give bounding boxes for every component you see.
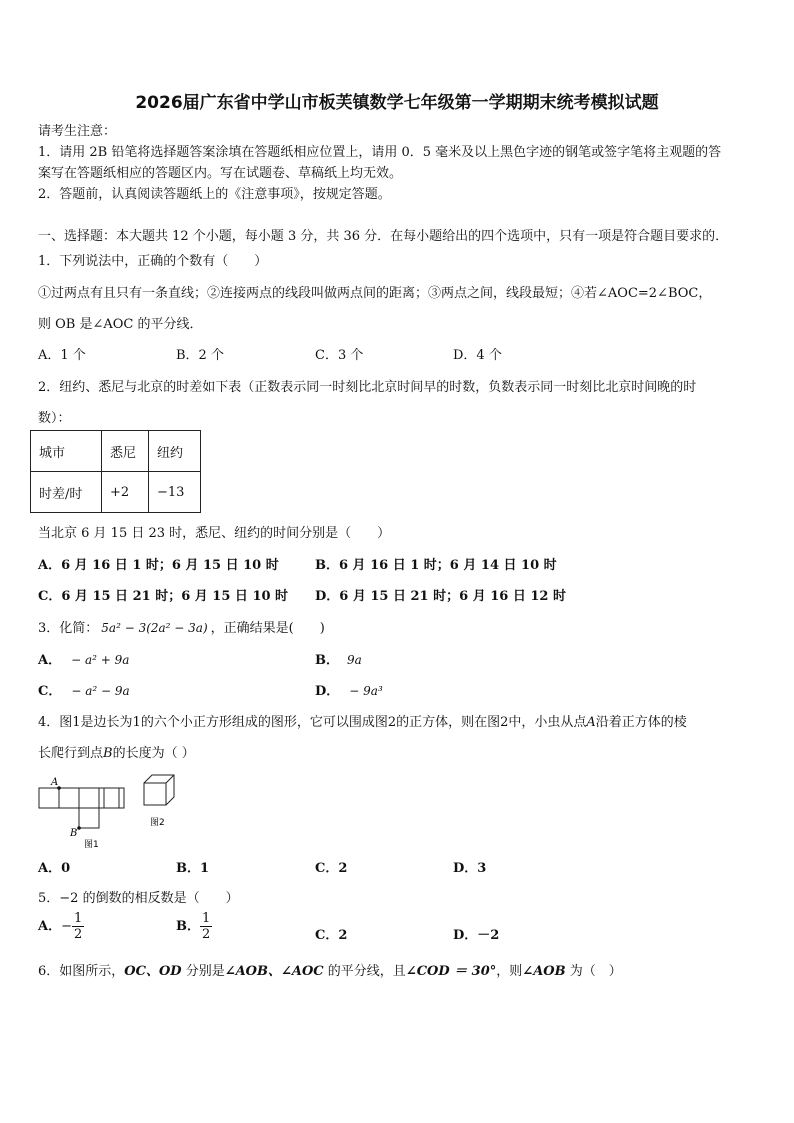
q5-option-a-label: A．	[38, 919, 62, 934]
figure-label-b: B	[70, 828, 78, 839]
q3-stem	[38, 617, 325, 636]
q5-option-b	[176, 911, 212, 942]
q6-stem-part: 分别是	[181, 964, 225, 979]
q4-stem-line-2	[38, 742, 195, 761]
q5-option-a	[38, 911, 84, 942]
q4-option-a: A．0	[38, 861, 71, 876]
q3-option-a	[38, 649, 129, 668]
q4-stem-part: 沿着正方体的棱	[595, 715, 687, 730]
table-cell: 悉尼	[102, 431, 149, 472]
q5-option-c: C．2	[315, 928, 348, 943]
q1-option-b: B．2 个	[176, 348, 224, 363]
q5-stem: 5．−2 的倒数的相反数是（ ）	[38, 891, 239, 906]
q2-option-c: C．6 月 15 日 21 时；6 月 15 日 10 时	[38, 589, 289, 604]
net-square	[99, 788, 119, 808]
table-cell: −13	[149, 472, 201, 513]
cube-figure-2	[144, 775, 174, 805]
q4-option-c: C．2	[315, 861, 348, 876]
section-1-heading: 一、选择题：本大题共 12 个小题，每小题 3 分，共 36 分．在每小题给出的四个选项中，只有一项是符合题目要求的．	[38, 229, 729, 244]
table-row	[31, 472, 201, 513]
q6-stem	[38, 960, 622, 979]
q3-option-a-expr: − a² + 9a	[71, 653, 130, 667]
q6-stem-part: ，则	[496, 964, 523, 979]
q1-statements-line-2: 则 OB 是∠AOC 的平分线．	[38, 317, 203, 332]
time-difference-table	[30, 430, 201, 513]
q5-option-d: D．－2	[453, 928, 500, 943]
table-cell: 城市	[31, 431, 102, 472]
fraction-numerator: 1	[74, 911, 83, 926]
net-square	[104, 788, 124, 808]
q1-option-d: D．4 个	[453, 348, 502, 363]
q3-option-d-expr: − 9a³	[349, 684, 383, 698]
q6-stem-part: 为（ ）	[565, 964, 622, 979]
q5-option-b-fraction	[200, 911, 212, 942]
q2-option-a: A．6 月 16 日 1 时；6 月 15 日 10 时	[38, 558, 279, 573]
q3-stem-prefix: 3．化简：	[38, 621, 99, 636]
fraction-denominator: 2	[202, 927, 211, 942]
q6-angle-cod: ∠COD ＝ 30°	[405, 964, 497, 979]
q5-option-b-label: B．	[176, 919, 200, 934]
q2-option-b: B．6 月 16 日 1 时；6 月 14 日 10 时	[315, 558, 557, 573]
notice-item-1-line-1: 1．请用 2B 铅笔将选择题答案涂填在答题纸相应位置上，请用 0．5 毫米及以上黑色字迹的钢笔或签字笔将主观题的答	[38, 145, 722, 160]
table-cell: 纽约	[149, 431, 201, 472]
q6-angle-aob: ∠AOB	[522, 964, 566, 979]
net-square	[79, 788, 99, 808]
net-square	[79, 808, 99, 828]
q6-stem-part: 6．如图所示，	[38, 964, 125, 979]
q3-option-b-label: B．	[315, 653, 339, 668]
net-square	[39, 788, 59, 808]
q1-option-a: A．1 个	[38, 348, 86, 363]
point-b-marker	[77, 826, 81, 830]
table-cell: +2	[102, 472, 149, 513]
q6-rays: OC、OD	[124, 964, 182, 979]
q1-stem: 1．下列说法中，正确的个数有（ ）	[38, 254, 268, 269]
q6-stem-part: 的平分线，且	[323, 964, 406, 979]
cube-front-face	[144, 783, 166, 805]
table-cell: 时差/时	[31, 472, 102, 513]
table-row	[31, 431, 201, 472]
fraction-denominator: 2	[74, 927, 83, 942]
net-square	[59, 788, 79, 808]
q4-stem-part: 4．图1是边长为1的六个小正方形组成的图形，它可以围成图2的正方体，则在图2中，小虫从点	[38, 715, 587, 730]
q5-option-a-sign: −	[61, 919, 72, 934]
q3-expression: 5a² − 3(2a² − 3a)	[101, 621, 208, 635]
q3-option-d-label: D．	[315, 684, 340, 699]
q4-option-b: B．1	[176, 861, 210, 876]
figure-1-caption: 图1	[84, 840, 99, 850]
q2-option-d: D．6 月 15 日 21 时；6 月 16 日 12 时	[315, 589, 566, 604]
q3-option-b	[315, 649, 362, 668]
notice-heading: 请考生注意：	[38, 124, 117, 139]
q3-option-d	[315, 680, 383, 699]
figure-2-caption: 图2	[150, 818, 165, 828]
q4-option-d: D．3	[453, 861, 487, 876]
q2-stem-line-1: 2．纽约、悉尼与北京的时差如下表（正数表示同一时刻比北京时间早的时数，负数表示同一时刻比北京时间晚的时	[38, 380, 697, 395]
q5-option-a-fraction	[72, 911, 84, 942]
cube-edge	[166, 775, 174, 783]
q3-option-c-expr: − a² − 9a	[71, 684, 130, 698]
q4-point-a: A	[586, 715, 596, 730]
q2-stem-line-2: 数）：	[38, 411, 71, 426]
figure-label-a: A	[51, 777, 59, 788]
fraction-numerator: 1	[202, 911, 211, 926]
q3-option-b-expr: 9a	[347, 653, 362, 667]
q1-statements-line-1: ①过两点有且只有一条直线；②连接两点的线段叫做两点间的距离；③两点之间，线段最短；④若∠AOC=2∠BOC，	[38, 286, 712, 301]
q4-point-b: B	[103, 746, 113, 761]
q2-question: 当北京 6 月 15 日 23 时，悉尼、纽约的时间分别是（ ）	[38, 526, 391, 541]
q3-option-a-label: A．	[38, 653, 62, 668]
q3-option-c	[38, 680, 130, 699]
page-title: 2026届广东省中学山市板芙镇数学七年级第一学期期末统考模拟试题	[135, 93, 659, 113]
cube-net-figure-1	[39, 788, 124, 828]
notice-item-2: 2．答题前，认真阅读答题纸上的《注意事项》，按规定答题。	[38, 187, 391, 202]
q4-figures	[34, 770, 194, 852]
q4-stem-part: 的长度为（ ）	[112, 746, 195, 761]
q6-angles: ∠AOB、∠AOC	[224, 964, 324, 979]
q3-option-c-label: C．	[38, 684, 62, 699]
q4-stem-part: 长爬行到点	[38, 746, 104, 761]
q4-stem-line-1	[38, 711, 687, 730]
notice-item-1-line-2: 案写在答题纸相应的答题区内。写在试题卷、草稿纸上均无效。	[38, 166, 403, 181]
q3-stem-suffix: ，正确结果是( )	[210, 621, 325, 636]
q1-option-c: C．3 个	[315, 348, 364, 363]
